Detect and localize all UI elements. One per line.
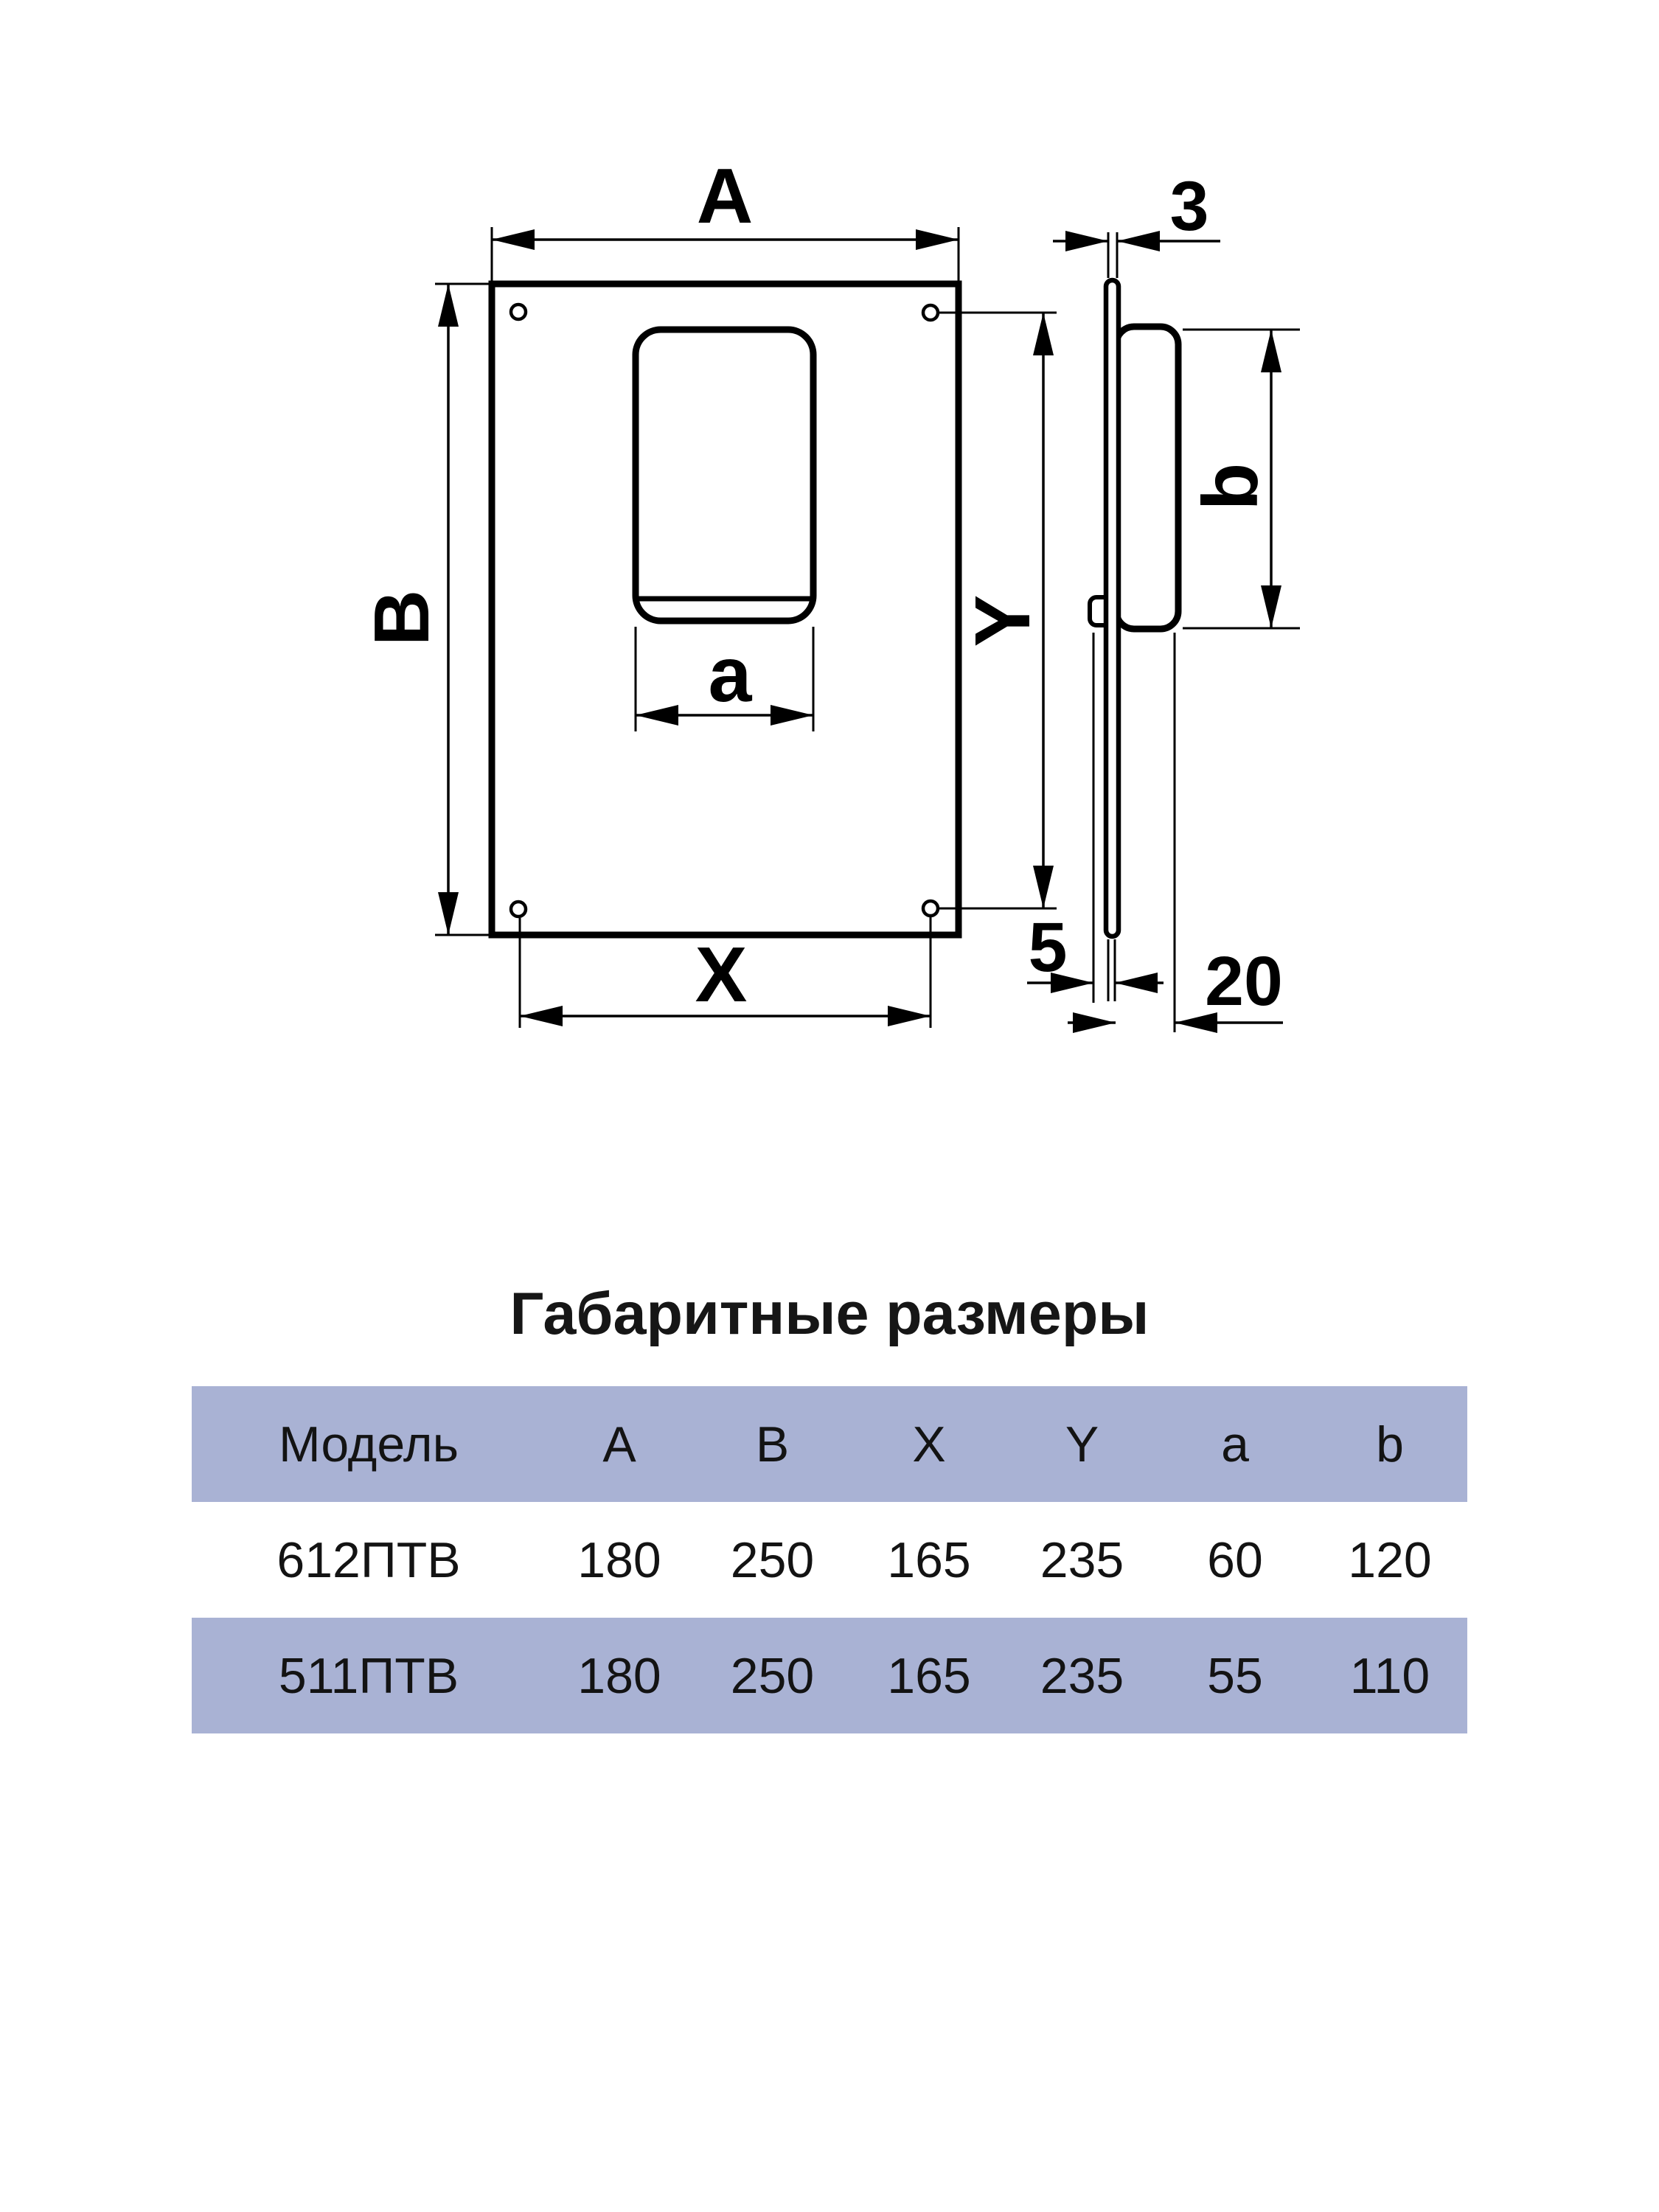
arrowhead-right <box>1073 1012 1116 1033</box>
arrowhead-up <box>438 284 459 327</box>
value-cell: 180 <box>577 1647 661 1704</box>
value-cell: 250 <box>730 1647 815 1704</box>
value-cell: 120 <box>1348 1531 1432 1588</box>
dimension-label-20: 20 <box>1205 942 1283 1020</box>
front-view <box>492 284 959 935</box>
dimension-5 <box>1027 633 1164 1003</box>
column-header-B: B <box>755 1416 790 1472</box>
arrowhead-left <box>520 1006 563 1026</box>
arrowhead-down <box>438 892 459 935</box>
arrowhead-right <box>888 1006 931 1026</box>
arrowhead-right <box>916 229 959 250</box>
table-row <box>192 1502 1467 1618</box>
dimension-label-A: A <box>696 153 754 240</box>
value-cell: 165 <box>887 1647 971 1704</box>
value-cell: 165 <box>887 1531 971 1588</box>
table-header-row <box>192 1386 1467 1502</box>
dimension-label-X: X <box>695 931 748 1018</box>
column-header-Y: Y <box>1065 1416 1099 1472</box>
column-header-A: A <box>602 1416 636 1472</box>
model-name-cell: 612ПТВ <box>276 1531 461 1588</box>
dimension-label-b: b <box>1187 462 1274 511</box>
dimension-3 <box>1053 167 1220 278</box>
arrowhead-down <box>1033 866 1054 908</box>
dimension-label-a: a <box>708 631 752 718</box>
dimension-B <box>358 284 490 935</box>
arrowhead-left <box>1117 231 1160 251</box>
column-header-X: X <box>912 1416 946 1472</box>
value-cell: 250 <box>730 1531 815 1588</box>
value-cell: 110 <box>1349 1647 1430 1704</box>
dimension-label-B: B <box>358 589 445 647</box>
value-cell: 180 <box>577 1531 661 1588</box>
value-cell: 60 <box>1207 1531 1263 1588</box>
column-header-a: a <box>1221 1416 1249 1472</box>
table-row <box>192 1618 1467 1733</box>
side-view <box>1090 280 1178 936</box>
vent-opening <box>636 330 813 621</box>
arrowhead-down <box>1261 585 1281 628</box>
mounting-hole-top-left <box>511 305 526 319</box>
mounting-hole-bottom-right <box>923 901 938 916</box>
dimension-b <box>1183 330 1300 628</box>
arrowhead-left <box>492 229 535 250</box>
mounting-hole-bottom-left <box>511 902 526 917</box>
dimension-label-3: 3 <box>1169 167 1209 246</box>
value-cell: 235 <box>1040 1647 1124 1704</box>
mounting-hole-top-right <box>923 305 938 320</box>
value-cell: 55 <box>1207 1647 1263 1704</box>
column-header-b: b <box>1376 1416 1404 1472</box>
dimension-A <box>492 153 959 281</box>
arrowhead-up <box>1033 313 1054 355</box>
value-cell: 235 <box>1040 1531 1124 1588</box>
arrowhead-up <box>1261 330 1281 372</box>
model-name-cell: 511ПТВ <box>278 1647 459 1704</box>
section-title: Габаритные размеры <box>509 1281 1150 1347</box>
dimension-20 <box>1068 633 1283 1033</box>
arrowhead-left <box>1115 973 1158 993</box>
column-header-model: Модель <box>278 1416 459 1472</box>
side-duct-body <box>1116 327 1178 629</box>
side-flange-plate <box>1106 280 1119 936</box>
dimension-label-Y: Y <box>959 594 1046 647</box>
dimension-label-5: 5 <box>1028 908 1068 987</box>
dimensions-table <box>192 1386 1467 1733</box>
arrowhead-right <box>1065 231 1108 251</box>
